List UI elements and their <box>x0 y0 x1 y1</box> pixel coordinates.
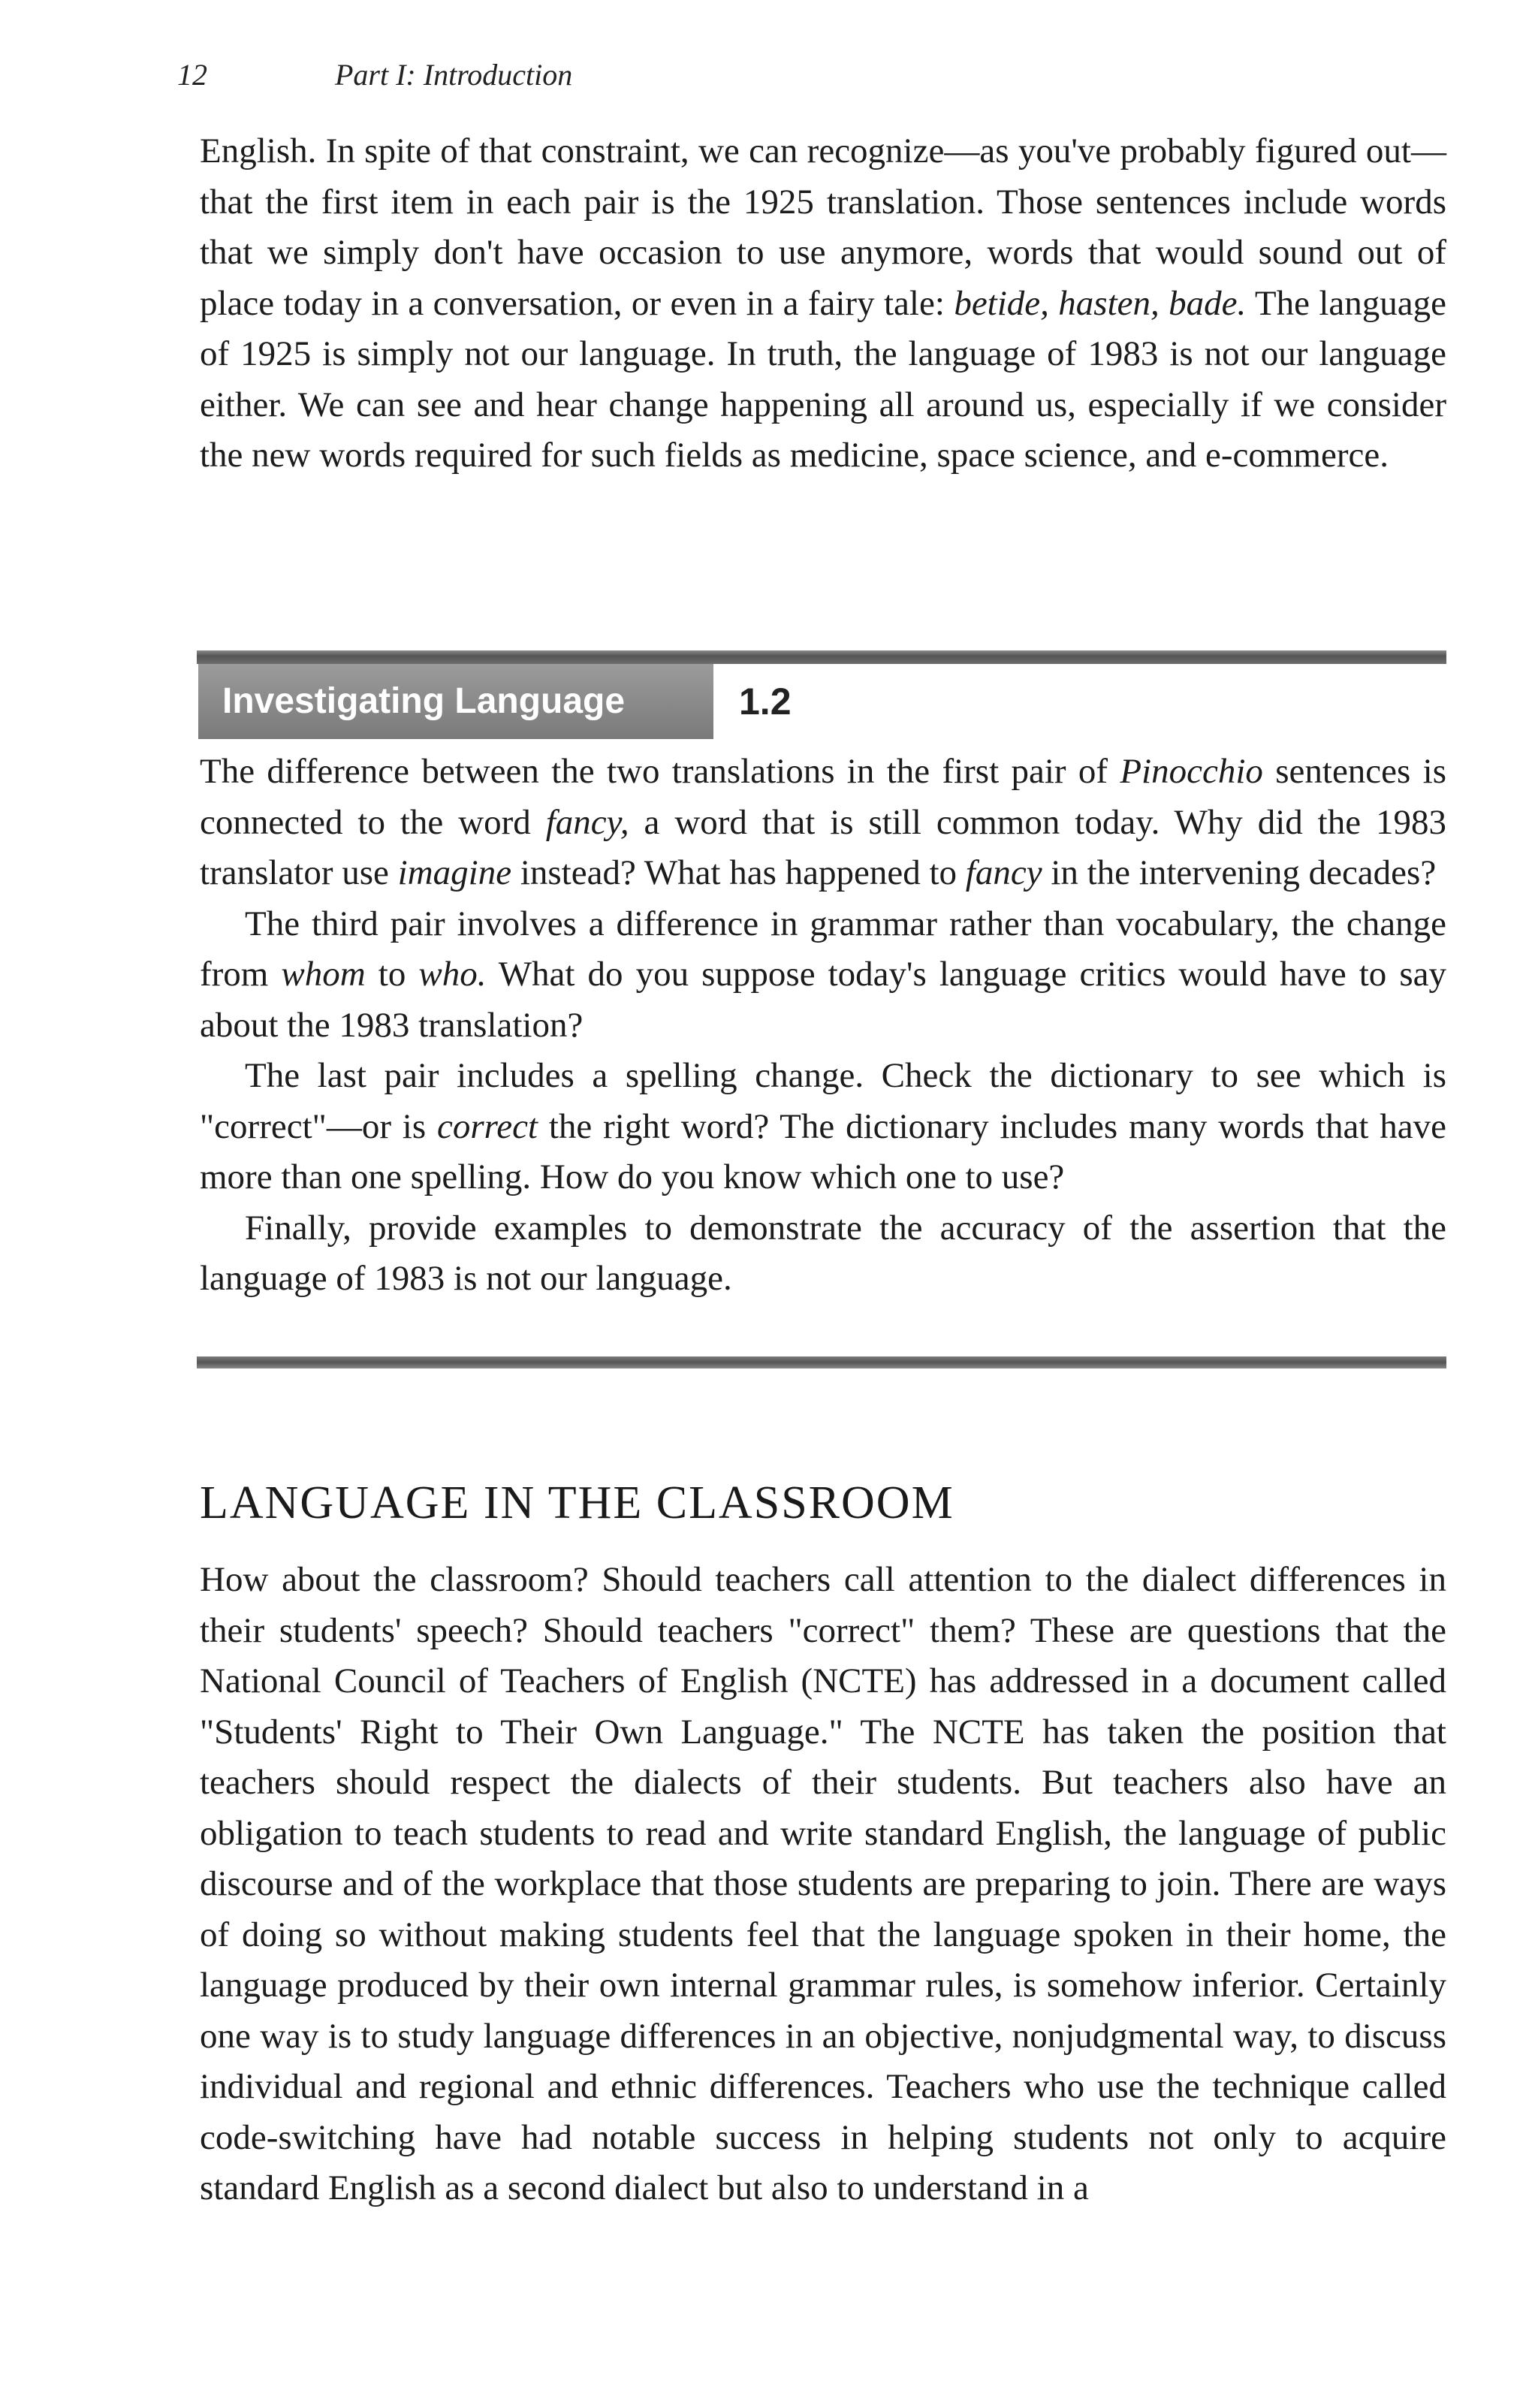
sidebar-paragraph-2 <box>200 899 1446 1052</box>
text-run: in the intervening decades? <box>1042 853 1437 892</box>
italic-term: imagine <box>397 853 512 892</box>
italic-term: whom <box>281 955 366 994</box>
text-run: instead? What has happened to <box>511 853 966 892</box>
page-number: 12 <box>177 58 207 92</box>
sidebar-bottom-rule <box>197 1356 1446 1368</box>
text-run: The difference between the two translations in the first pair of <box>200 752 1120 791</box>
italic-term: fancy, <box>545 802 629 842</box>
italic-term: correct <box>437 1106 538 1146</box>
section-body: How about the classroom? Should teachers call attention to the dialect differences in their students' speech? Should teachers "correct" them? These are questions that the National Council of Teachers of English (NCTE) has addressed in a document called "Students' Right to Their Own Language." The NCTE has taken the position that teachers should respect the dialects of their students. But teachers also have an obligation to teach students to read and write standard English, the language of public discourse and of the workplace that those students are preparing to join. There are ways of doing so without making students feel that the language spoken in their home, the language produced by their own internal grammar rules, is somehow inferior. Certainly one way is to study language differences in an objective, nonjudgmental way, to discuss individual and regional and ethnic differences. Teachers who use the technique called code-switching have had notable success in helping students not only to acquire standard English as a second dialect but also to understand in a <box>200 1560 1446 2207</box>
sidebar-paragraph-4: Finally, provide examples to demonstrate the accuracy of the assertion that the language of 1983 is not our language. <box>200 1208 1446 1298</box>
text-run: What do you suppose today's language critics would have to say about the 1983 translation? <box>200 955 1447 1045</box>
intro-text: English. In spite of that constraint, we can recognize—as you've probably figured out—that the first item in each pair is the 1925 translation. Those sentences include words that we simply don't have occasion to use anymore, words that would sound out of place today in a conversation, or even in a fairy tale: <box>200 131 1446 323</box>
text-run: the right word? The dictionary includes many words that have more than one spelling. How do you know which one to use? <box>200 1106 1446 1196</box>
intro-italic-words: betide, hasten, bade. <box>954 283 1247 323</box>
italic-term: who. <box>418 955 487 994</box>
italic-term: fancy <box>965 853 1042 892</box>
text-run: a word that is still common today. Why did the 1983 translator use <box>200 802 1446 892</box>
text-run: The third pair involves a difference in grammar rather than vocabulary, the change from <box>200 904 1446 994</box>
text-run: sentences is connected to the word <box>200 752 1446 842</box>
sidebar-top-rule <box>197 650 1446 664</box>
intro-paragraph <box>200 126 1446 481</box>
sidebar-paragraph-1 <box>200 747 1446 899</box>
sidebar-number: 1.2 <box>739 680 792 723</box>
sidebar-paragraph-3 <box>200 1051 1446 1203</box>
text-run: The last pair includes a spelling change. Check the dictionary to see which is "correct"—or is <box>200 1056 1446 1146</box>
text-run: to <box>365 955 419 994</box>
sidebar-body <box>200 747 1446 1305</box>
italic-term: Pinocchio <box>1120 752 1263 791</box>
running-header <box>177 57 572 102</box>
sidebar-label: Investigating Language <box>198 664 713 739</box>
intro-text-continued: The language of 1925 is simply not our language. In truth, the language of 1983 is not our language either. We can see and hear change happening all around us, especially if we consider the new words required for such fields as medicine, space science, and e-commerce. <box>200 283 1446 475</box>
section-heading: LANGUAGE IN THE CLASSROOM <box>200 1477 954 1528</box>
part-title: Part I: Introduction <box>335 58 573 92</box>
